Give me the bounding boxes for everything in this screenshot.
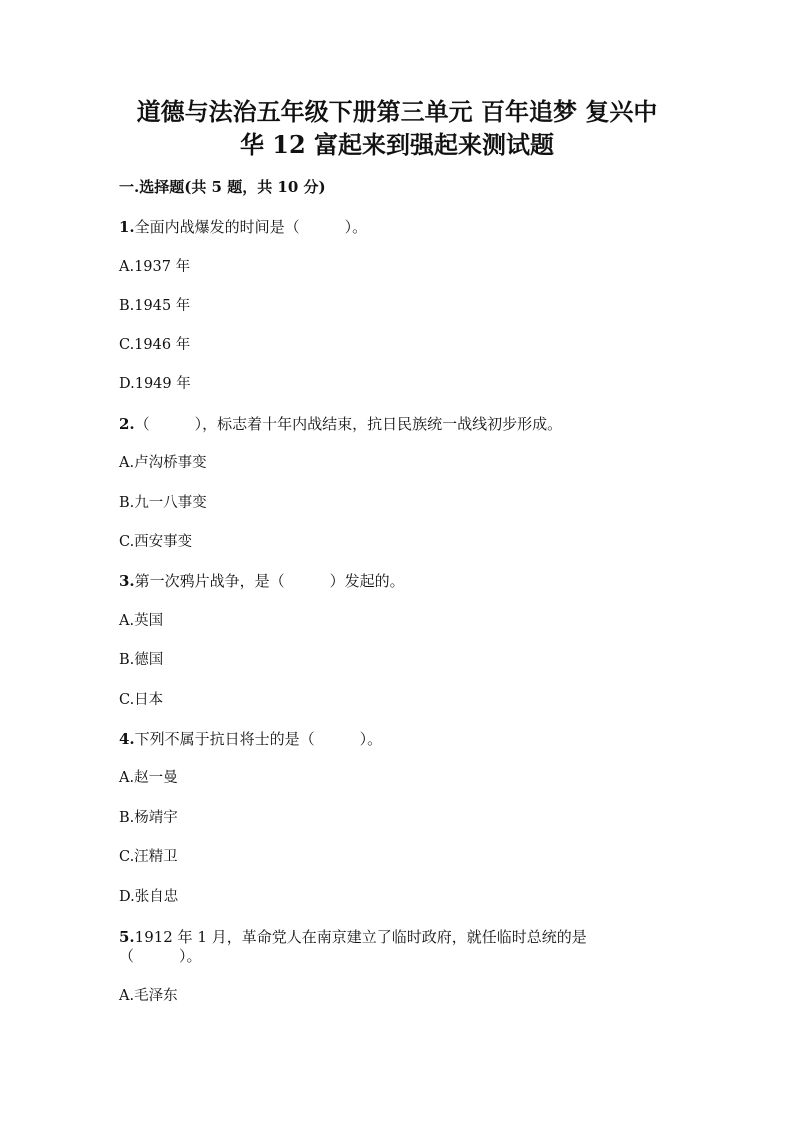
question-3-option-a: A.英国 — [119, 613, 164, 629]
question-text: 1912 年 1 月，革命党人在南京建立了临时政府，就任临时总统的是 — [134, 928, 587, 946]
question-4-option-a: A.赵一曼 — [119, 770, 178, 786]
question-text: （ ），标志着十年内战结束，抗日民族统一战线初步形成。 — [134, 415, 563, 433]
question-2-option-b: B.九一八事变 — [119, 495, 207, 511]
question-5-option-a: A.毛泽东 — [119, 988, 178, 1004]
question-4 — [119, 729, 382, 749]
question-number: 4. — [119, 730, 135, 748]
question-1-option-b: B.1945 年 — [119, 298, 191, 314]
question-2-option-a: A.卢沟桥事变 — [119, 455, 207, 471]
question-number: 2. — [119, 415, 135, 433]
question-3-option-c: C.日本 — [119, 692, 164, 708]
question-number: 3. — [119, 572, 135, 590]
question-1-option-a: A.1937 年 — [119, 259, 191, 275]
question-1-option-d: D.1949 年 — [119, 376, 191, 392]
document-title-line1: 道德与法治五年级下册第三单元 百年追梦 复兴中 — [136, 97, 658, 126]
question-3-option-b: B.德国 — [119, 652, 164, 668]
question-1-option-c: C.1946 年 — [119, 337, 191, 353]
question-number: 1. — [119, 218, 135, 236]
question-2-option-c: C.西安事变 — [119, 534, 193, 550]
document-title-line2: 华 12 富起来到强起来测试题 — [239, 130, 555, 159]
question-3 — [119, 571, 405, 591]
section-heading: 一.选择题(共 5 题，共 10 分) — [119, 178, 326, 196]
question-4-option-d: D.张自忠 — [119, 889, 179, 905]
question-text: 全面内战爆发的时间是（ ）。 — [134, 218, 368, 236]
question-1 — [119, 217, 367, 237]
question-2 — [119, 414, 562, 434]
question-4-option-b: B.杨靖宇 — [119, 810, 178, 826]
question-text: 下列不属于抗日将士的是（ ）。 — [134, 730, 383, 748]
question-5-continuation: （ ）。 — [119, 947, 202, 965]
question-4-option-c: C.汪精卫 — [119, 849, 178, 865]
question-5 — [119, 927, 587, 947]
question-text: 第一次鸦片战争，是（ ）发起的。 — [134, 572, 405, 590]
question-number: 5. — [119, 928, 135, 946]
